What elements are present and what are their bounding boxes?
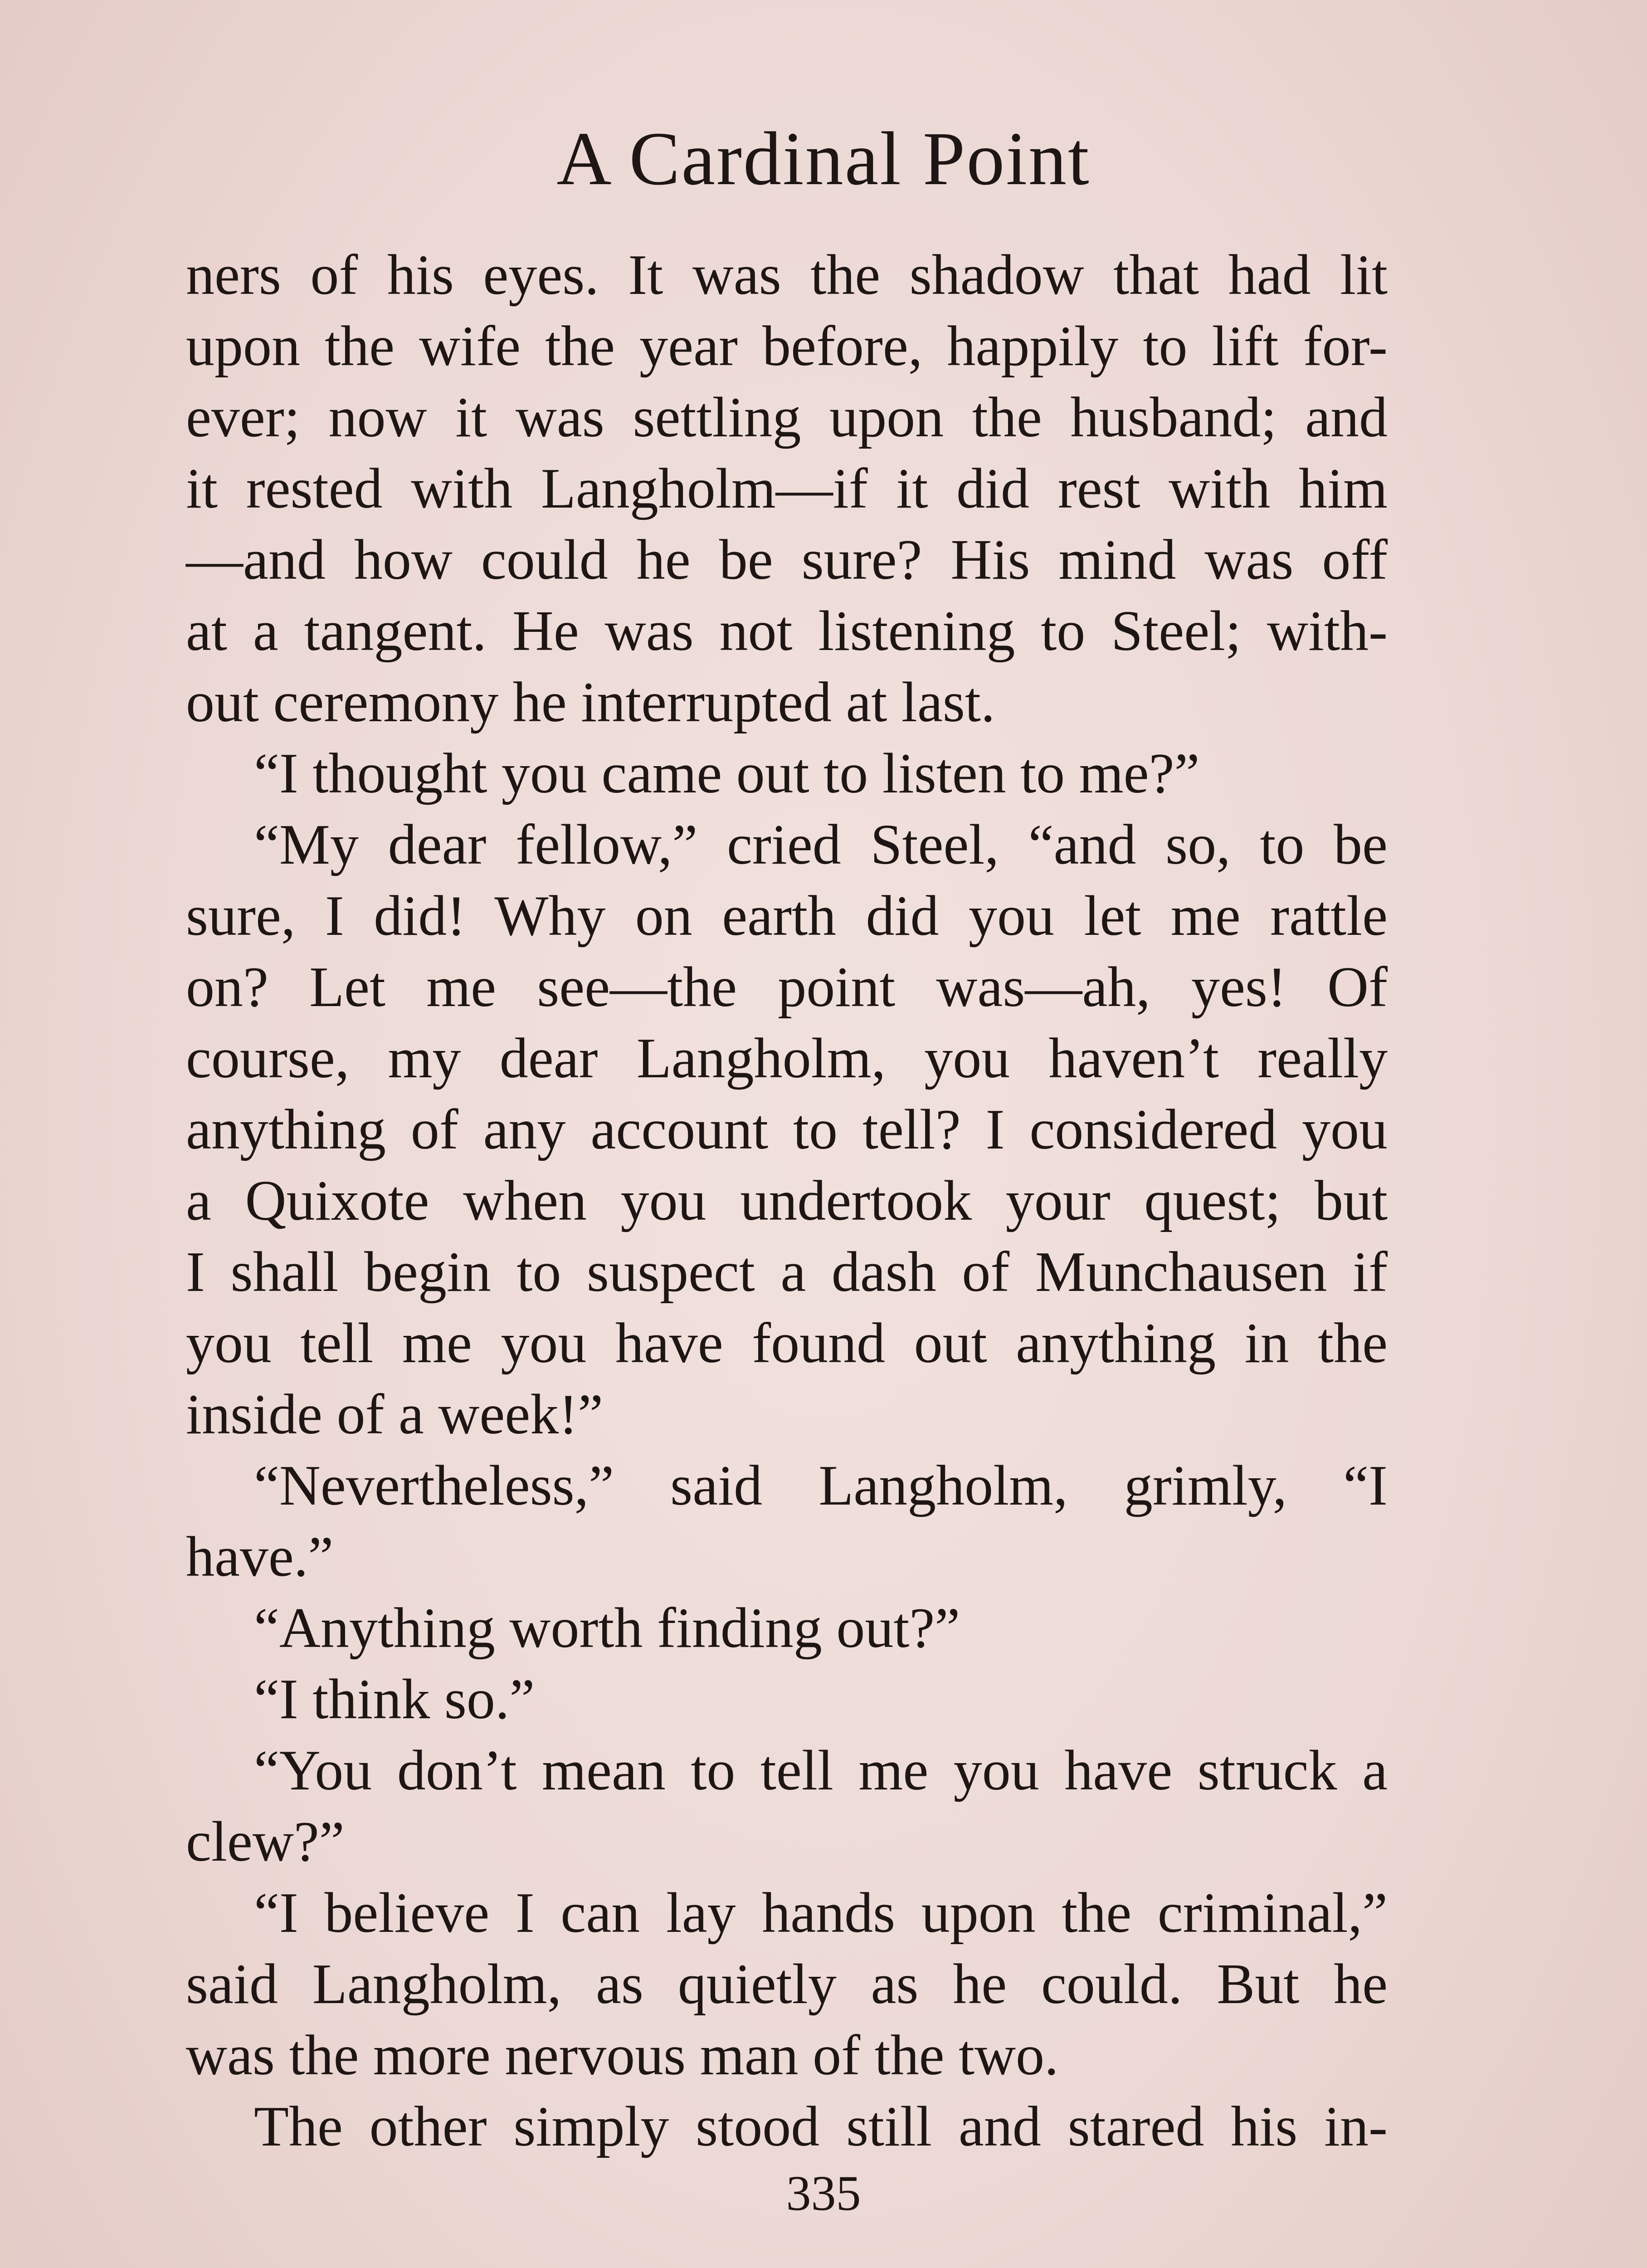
text-line: anything of any account to tell? I considered you	[186, 1098, 1388, 1161]
text-line: it rested with Langholm—if it did rest with him	[186, 457, 1388, 520]
text-line: at a tangent. He was not listening to Steel; with-	[186, 600, 1388, 663]
text-line: “You don’t mean to tell me you have struck a	[254, 1739, 1388, 1802]
text-line: you tell me you have found out anything in the	[186, 1312, 1388, 1375]
text-line: “I think so.”	[254, 1668, 535, 1731]
text-line: course, my dear Langholm, you haven’t really	[186, 1027, 1388, 1090]
text-line: have.”	[186, 1525, 334, 1589]
text-line: a Quixote when you undertook your quest; but	[186, 1169, 1388, 1232]
text-line: was the more nervous man of the two.	[186, 2024, 1059, 2087]
text-line: upon the wife the year before, happily to lift for-	[186, 315, 1388, 378]
text-line: “I thought you came out to listen to me?”	[254, 742, 1200, 805]
text-line: The other simply stood still and stared his in-	[254, 2095, 1388, 2158]
text-line: “My dear fellow,” cried Steel, “and so, to be	[254, 813, 1388, 876]
text-line: clew?”	[186, 1810, 345, 1873]
page-number: 335	[786, 2165, 861, 2221]
body-text	[186, 240, 1388, 2162]
text-line: ners of his eyes. It was the shadow that had lit	[186, 244, 1388, 307]
text-line: —and how could he be sure? His mind was off	[186, 528, 1388, 591]
text-line: out ceremony he interrupted at last.	[186, 671, 995, 734]
text-line: inside of a week!”	[186, 1383, 604, 1446]
text-line: “Anything worth finding out?”	[254, 1597, 960, 1660]
text-line: I shall begin to suspect a dash of Munchausen if	[186, 1241, 1388, 1304]
text-line: “Nevertheless,” said Langholm, grimly, “I	[254, 1454, 1388, 1517]
text-line: “I believe I can lay hands upon the criminal,”	[254, 1882, 1388, 1945]
running-head: A Cardinal Point	[556, 117, 1091, 201]
text-line: on? Let me see—the point was—ah, yes! Of	[186, 956, 1388, 1019]
text-line: sure, I did! Why on earth did you let me rattle	[186, 885, 1388, 948]
text-line: said Langholm, as quietly as he could. But he	[186, 1953, 1388, 2016]
text-line: ever; now it was settling upon the husband; and	[186, 386, 1388, 449]
